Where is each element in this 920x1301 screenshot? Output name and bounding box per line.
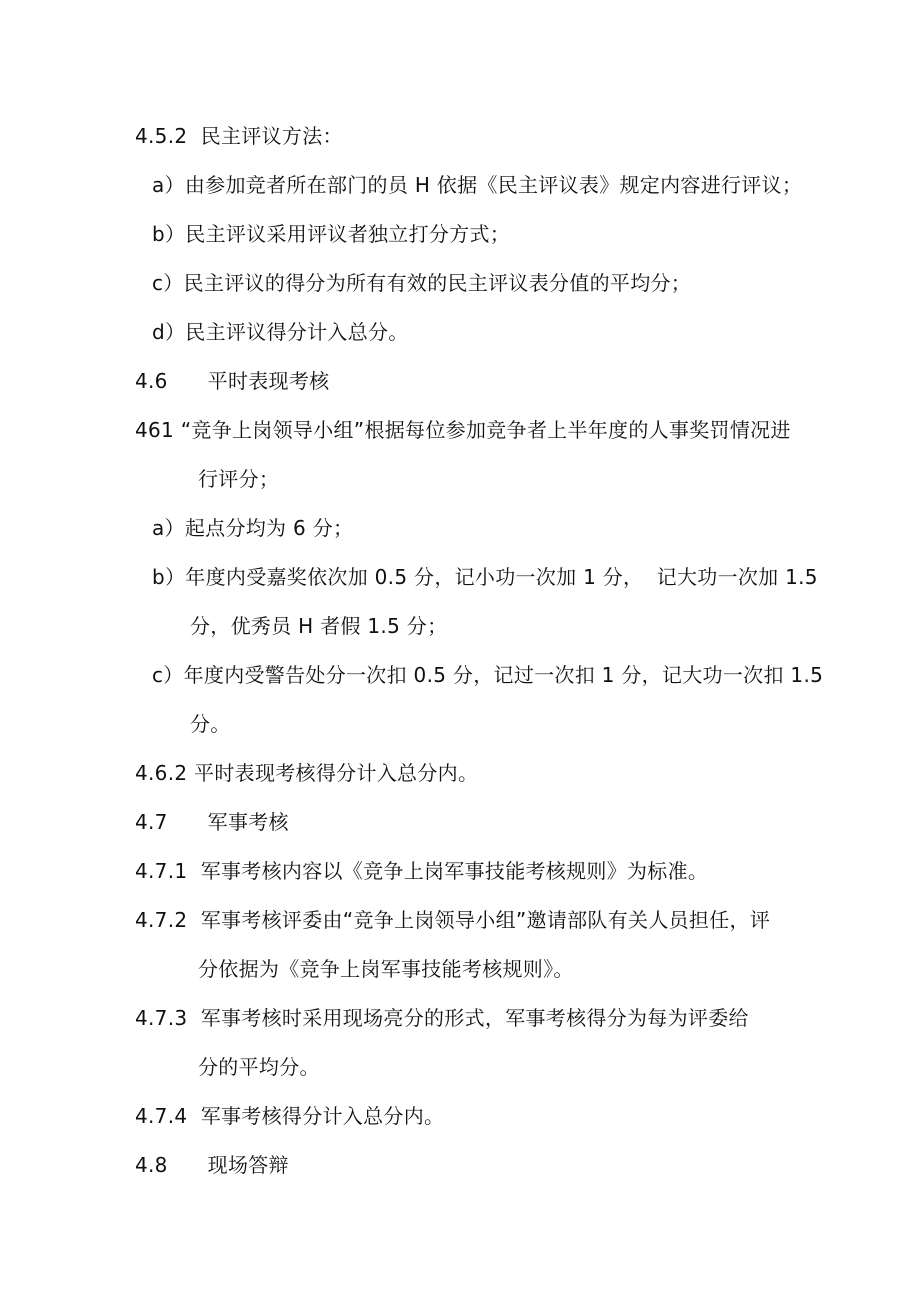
paragraph-4-6-1-cont: 行评分； <box>198 467 280 491</box>
section-heading-4-8: 4.8 现场答辩 <box>135 1153 289 1177</box>
list-item-a-2: a）起点分均为 6 分； <box>152 516 354 540</box>
list-item-b: b）民主评议采用评议者独立打分方式； <box>152 222 511 246</box>
paragraph-4-7-1: 4.7.1 军事考核内容以《竞争上岗军事技能考核规则》为标准。 <box>135 859 709 883</box>
list-item-c-2-cont: 分。 <box>190 712 231 736</box>
list-item-a: a）由参加竞者所在部门的员 H 依据《民主评议表》规定内容进行评议； <box>152 173 803 197</box>
section-heading-4-5-2: 4.5.2 民主评议方法： <box>135 124 343 148</box>
section-heading-4-6: 4.6 平时表现考核 <box>135 369 330 393</box>
list-item-d: d）民主评议得分计入总分。 <box>152 320 409 344</box>
list-item-c-2: c）年度内受警告处分一次扣 0.5 分，记过一次扣 1 分，记大功一次扣 1.5 <box>152 663 824 687</box>
list-item-b-2: b）年度内受嘉奖依次加 0.5 分，记小功一次加 1 分， 记大功一次加 1.5 <box>152 565 818 589</box>
paragraph-4-7-3-cont: 分的平均分。 <box>198 1055 320 1079</box>
list-item-c: c）民主评议的得分为所有有效的民主评议表分值的平均分； <box>152 271 692 295</box>
paragraph-4-7-2: 4.7.2 军事考核评委由“竞争上岗领导小组”邀请部队有关人员担任，评 <box>135 908 771 932</box>
section-heading-4-7: 4.7 军事考核 <box>135 810 289 834</box>
paragraph-4-6-2: 4.6.2 平时表现考核得分计入总分内。 <box>135 761 479 785</box>
paragraph-4-7-3: 4.7.3 军事考核时采用现场亮分的形式，军事考核得分为每为评委给 <box>135 1006 749 1030</box>
list-item-b-2-cont: 分，优秀员 H 者假 1.5 分； <box>190 614 448 638</box>
paragraph-4-6-1: 461 “竞争上岗领导小组”根据每位参加竞争者上半年度的人事奖罚情况进 <box>135 418 791 442</box>
paragraph-4-7-2-cont: 分依据为《竞争上岗军事技能考核规则》。 <box>198 957 574 981</box>
paragraph-4-7-4: 4.7.4 军事考核得分计入总分内。 <box>135 1104 445 1128</box>
